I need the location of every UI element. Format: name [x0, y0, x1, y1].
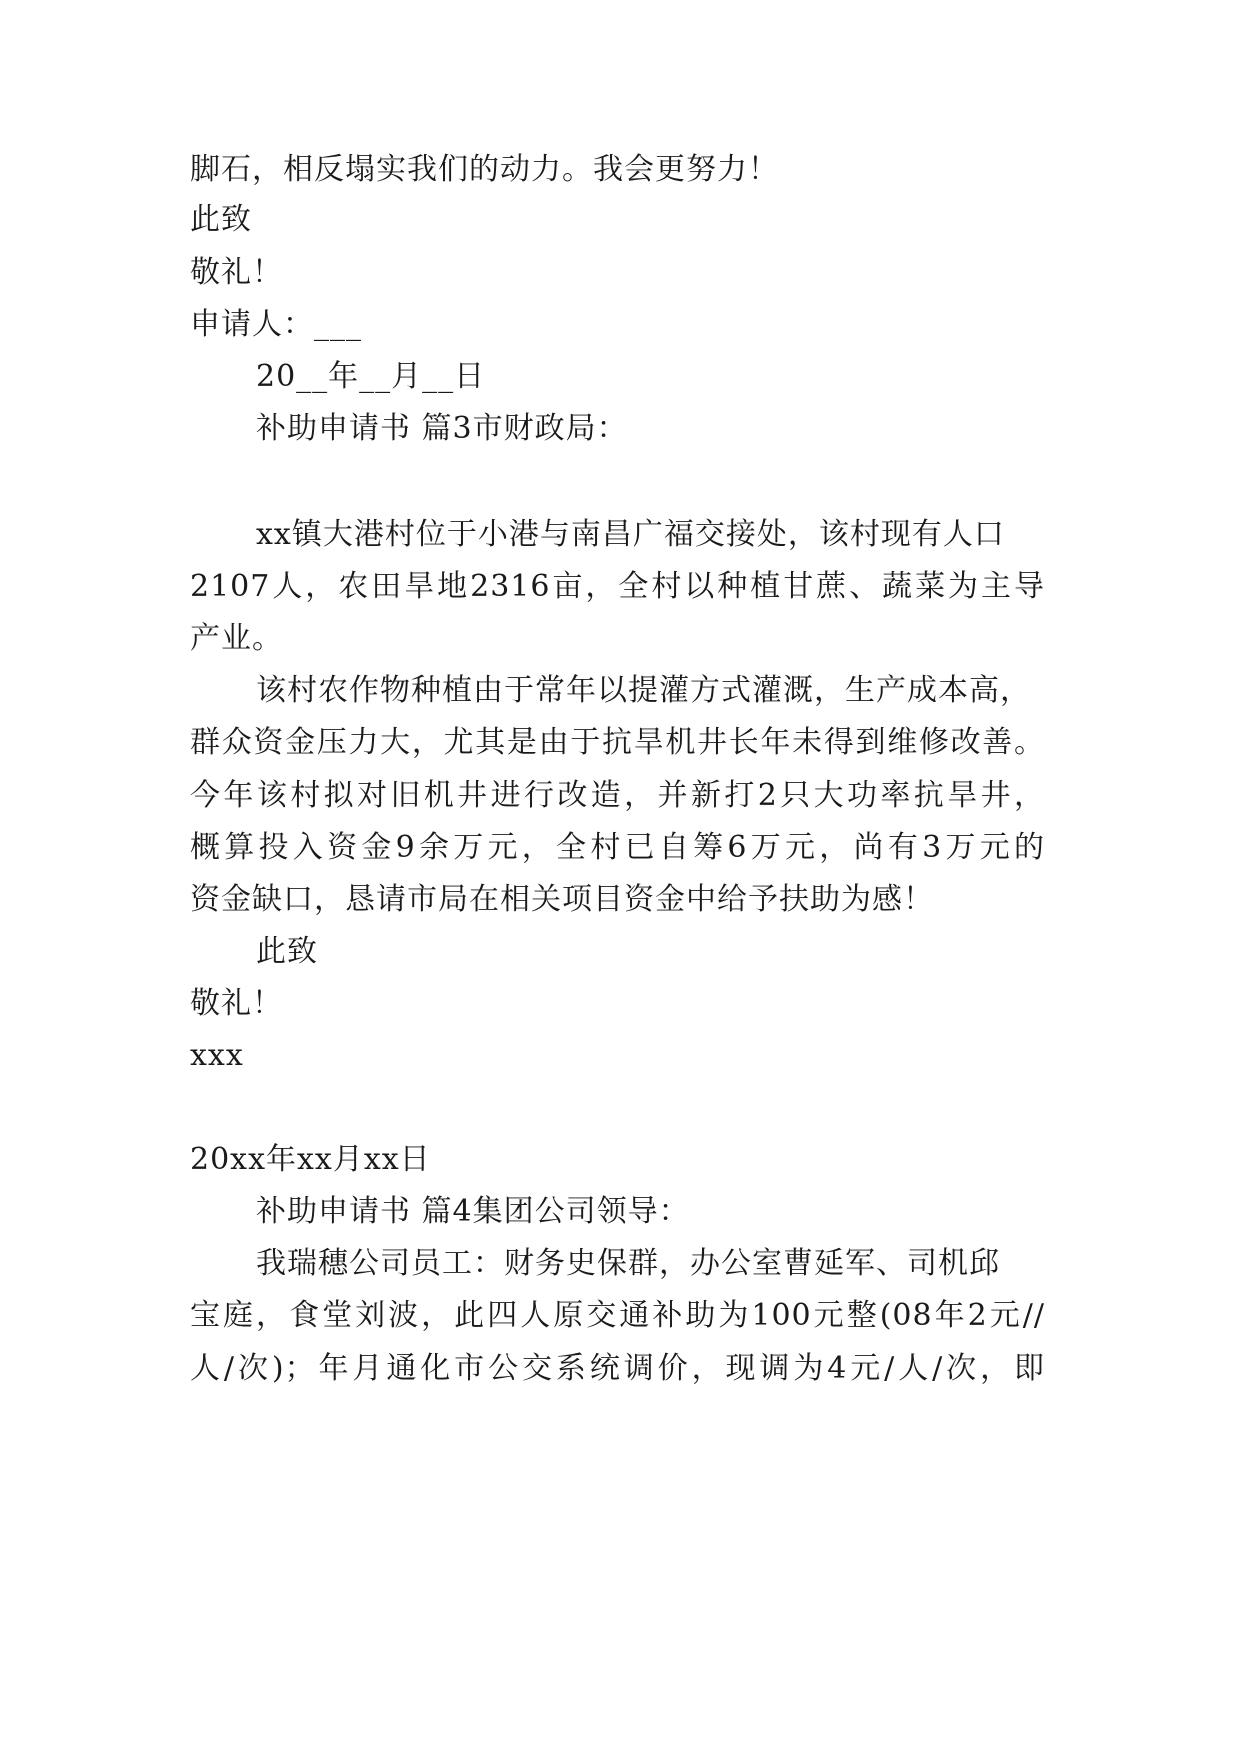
paragraph-line: 人/次)；年月通化市公交系统调价，现调为4元/人/次，即 [190, 1351, 1045, 1386]
text-line: 脚石，相反塌实我们的动力。我会更努力！ [190, 152, 779, 187]
text-line: 此致 [190, 202, 252, 237]
applicant-line: 申请人：___ [190, 307, 362, 342]
date-line: 20xx年xx月xx日 [190, 1142, 431, 1177]
paragraph-line: 宝庭，食堂刘波，此四人原交通补助为100元整(08年2元// [190, 1298, 1045, 1333]
paragraph-line: 2107人，农田旱地2316亩，全村以种植甘蔗、蔬菜为主导 [190, 569, 1045, 604]
paragraph-line: 群众资金压力大，尤其是由于抗旱机井长年未得到维修改善。 [190, 725, 1045, 760]
signature-line: xxx [190, 1038, 244, 1073]
section-heading: 补助申请书 篇3市财政局： [256, 411, 628, 446]
paragraph-line: xx镇大港村位于小港与南昌广福交接处，该村现有人口 [256, 517, 1005, 552]
section-heading: 补助申请书 篇4集团公司领导： [256, 1194, 690, 1229]
text-line: 敬礼！ [190, 986, 283, 1021]
paragraph-line: 我瑞穗公司员工：财务史保群，办公室曹延军、司机邱 [256, 1246, 1000, 1281]
paragraph-line: 资金缺口，恳请市局在相关项目资金中给予扶助为感！ [190, 882, 934, 917]
paragraph-line: 该村农作物种植由于常年以提灌方式灌溉，生产成本高， [256, 673, 1031, 708]
text-line: 此致 [256, 934, 318, 969]
paragraph-line: 今年该村拟对旧机井进行改造，并新打2只大功率抗旱井， [190, 778, 1045, 813]
paragraph-line: 概算投入资金9余万元，全村已自筹6万元，尚有3万元的 [190, 830, 1045, 865]
text-line: 敬礼！ [190, 255, 283, 290]
date-line: 20__年__月__日 [256, 359, 486, 394]
paragraph-line: 产业。 [190, 621, 283, 656]
